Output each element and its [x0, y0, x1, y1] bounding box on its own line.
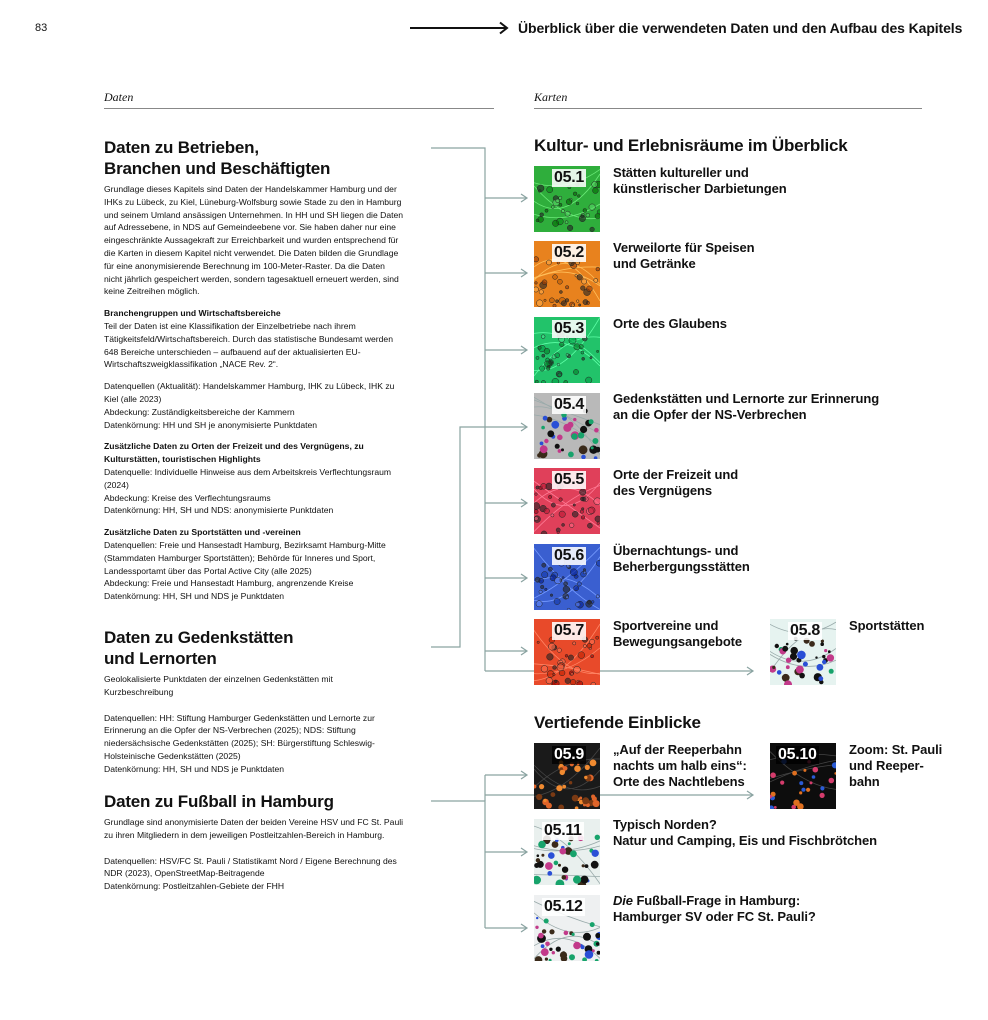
map-thumbnail-05-11[interactable]: [534, 819, 600, 885]
map-title-line: „Auf der Reeperbahn: [613, 742, 742, 757]
map-title-05-10: [849, 742, 942, 790]
map-number: 05.1: [554, 169, 584, 186]
sources-block: [104, 380, 404, 431]
map-title-line: [613, 893, 816, 909]
map-title-05-11: [613, 817, 877, 849]
map-title-line: Zoom: St. Pauli: [849, 742, 943, 757]
map-title-05-8: [849, 618, 924, 634]
map-thumbnail-05-1[interactable]: [534, 166, 600, 232]
map-title-line: künstlerischer Darbietungen: [613, 181, 787, 196]
map-thumbnail-05-8[interactable]: [770, 619, 836, 685]
section-title-line: Branchen und Beschäftigten: [104, 159, 331, 178]
map-title-line: nachts um halb eins“:: [613, 758, 747, 773]
map-title-line: Sportstätten: [849, 618, 925, 633]
grain-text: Datenkörnung: HH, SH und NDS je Punktdaten: [104, 591, 285, 602]
map-title-line: des Vergnügens: [613, 483, 713, 498]
freizeit-block: [104, 440, 404, 517]
right-column-label: Karten: [534, 90, 568, 104]
map-title-05-4: [613, 391, 879, 423]
section-title-line: Daten zu Betrieben,: [104, 138, 259, 157]
map-title-line: und Reeper-: [849, 758, 924, 773]
grain-text: Datenkörnung: HH und SH je anonymisierte Punktdaten: [104, 419, 318, 430]
map-title-line: und Getränke: [613, 256, 696, 271]
sources-text: Datenquellen: HSV/FC St. Pauli / Statistikamt Nord / Eigene Berechnung des NDR (2023), OpenStreetMap-Beitragende: [104, 855, 397, 879]
map-title-line: Gedenkstätten und Lernorte zur Erinnerung: [613, 391, 880, 406]
map-number: 05.10: [778, 746, 817, 763]
coverage-text: Abdeckung: Kreise des Verflechtungsraums: [104, 492, 271, 503]
sport-block: [104, 526, 404, 603]
sources-text: Datenquellen (Aktualität): Handelskammer Hamburg, IHK zu Lübeck, IHK zu Kiel (alle 2023): [104, 381, 395, 404]
sources-block: [104, 712, 404, 776]
map-number: 05.6: [554, 547, 584, 564]
map-title-line: Beherbergungsstätten: [613, 559, 750, 574]
section-title-line: und Lernorten: [104, 649, 217, 668]
grain-text: Datenkörnung: Postleitzahlen-Gebiete der FHH: [104, 881, 285, 892]
overview-section-title: Kultur- und Erlebnisräume im Überblick: [534, 136, 848, 155]
section-body-gedenk: [104, 673, 404, 785]
map-number: 05.5: [554, 471, 584, 488]
section-title-line: Daten zu Gedenkstätten: [104, 628, 294, 647]
map-number: 05.7: [554, 622, 584, 639]
map-thumbnail-05-5[interactable]: [534, 468, 600, 534]
sources-text: Datenquellen: Freie und Hansestadt Hamburg, Bezirksamt Hamburg-Mitte (Stammdaten Hamburger Sportstätten); Behörde für Inneres und Sport, Landessportamt über das Portal Active City (alle 2025): [104, 539, 386, 576]
section-body-fussball: [104, 816, 404, 902]
section-title-gedenk: [104, 627, 434, 669]
subheading: Zusätzliche Daten zu Orten der Freizeit und des Vergnügens, zu Kulturstätten, touristischen Highlights: [104, 441, 364, 465]
map-title-05-6: [613, 543, 750, 575]
map-thumbnail-05-2[interactable]: [534, 241, 600, 307]
map-title-line: Sportvereine und: [613, 618, 719, 633]
subheading: Zusätzliche Daten zu Sportstätten und -vereinen: [104, 527, 301, 538]
map-title-line: Natur und Camping, Eis und Fischbrötchen: [613, 833, 877, 848]
map-title-05-1: [613, 165, 787, 197]
intro-paragraph: Grundlage dieses Kapitels sind Daten der Handelskammer Hamburg und der IHKs zu Lübeck, zu Kiel, Lüneburg-Wolfsburg sowie Stade zu den in Hamburg und seinem Umland ansässigen Unternehmen. In HH und SH liegen die Daten auf Adressebene, in NDS auf Gemeindeebene vor. Sie haben daher nur eine eingeschränkte Aussagekraft zur Erreichbarkeit und wurden entsprechend für die Karten in diesem Kapitel nicht verwendet. Die Daten bilden die Grundlage für eine anonymisierende Berechnung im 100-Meter-Raster. Da die Daten nicht jährlich gespeichert werden, sondern tagesaktuell erneuert werden, sind keine Zeitreihen möglich.: [104, 184, 404, 297]
grain-text: Datenkörnung: HH, SH und NDS je Punktdaten: [104, 763, 285, 774]
map-title-line: Hamburger SV oder FC St. Pauli?: [613, 909, 816, 924]
map-title-05-2: [613, 240, 754, 272]
section-body-betriebe: [104, 183, 404, 612]
map-number: 05.2: [554, 244, 584, 261]
map-title-line: Orte der Freizeit und: [613, 467, 739, 482]
map-title-05-5: [613, 467, 738, 499]
map-thumbnail-05-3[interactable]: [534, 317, 600, 383]
map-title-line: Verweilorte für Speisen: [613, 240, 755, 255]
map-number: 05.8: [790, 622, 820, 639]
left-column-label: Daten: [104, 90, 134, 104]
map-title-line: Typisch Norden?: [613, 817, 717, 832]
sources-block: [104, 855, 404, 893]
subheading: Branchengruppen und Wirtschaftsbereiche: [104, 308, 281, 319]
map-number: 05.4: [554, 396, 584, 413]
page-header-title: Überblick über die verwendeten Daten und den Aufbau des Kapitels: [518, 20, 963, 36]
map-title-05-3: [613, 316, 727, 332]
grain-text: Datenkörnung: HH, SH und NDS: anonymisierte Punktdaten: [104, 505, 334, 516]
map-title-line: an die Opfer der NS-Verbrechen: [613, 407, 807, 422]
map-thumbnail-05-4[interactable]: [534, 393, 600, 459]
deep-section-title: Vertiefende Einblicke: [534, 713, 701, 732]
map-thumbnail-05-10[interactable]: [770, 743, 836, 809]
intro-paragraph: Geolokalisierte Punktdaten der einzelnen Gedenkstätten mit Kurzbeschreibung: [104, 674, 333, 697]
map-title-line: Übernachtungs- und: [613, 543, 739, 558]
section-title-betriebe: [104, 137, 434, 179]
page-number: 83: [35, 22, 48, 34]
coverage-text: Abdeckung: Zuständigkeitsbereiche der Kammern: [104, 406, 295, 417]
map-thumbnail-05-7[interactable]: [534, 619, 600, 685]
map-title-italic: Die: [613, 893, 633, 908]
paragraph: Teil der Daten ist eine Klassifikation der Einzelbetriebe nach ihrem Tätigkeitsfeld/Wirtschaftsbereich. Durch das statistische Bundesamt werden 648 Bereiche unterschieden – aufbauend auf der aktualisierten EU-Wirtschaftszweigklassifikation „NACE Rev. 2“.: [104, 320, 393, 370]
map-title-line: Orte des Glaubens: [613, 316, 727, 331]
map-number: 05.11: [544, 822, 582, 839]
intro-paragraph: Grundlage sind anonymisierte Daten der beiden Vereine HSV und FC St. Pauli zu ihren Mitgliedern in dem jeweiligen Postleitzahlen-Bereich in Hamburg.: [104, 817, 404, 840]
map-thumbnail-05-9[interactable]: [534, 743, 600, 809]
map-title-line: Orte des Nachtlebens: [613, 774, 745, 789]
section-title-fussball: Daten zu Fußball in Hamburg: [104, 792, 334, 811]
map-thumbnail-05-6[interactable]: [534, 544, 600, 610]
map-number: 05.3: [554, 320, 584, 337]
map-thumbnail-05-12[interactable]: [534, 895, 600, 961]
sources-text: Datenquellen: HH: Stiftung Hamburger Gedenkstätten und Lernorte zur Erinnerung an die Opfer der NS-Verbrechen (2025); NDS: Stiftung niedersächsische Gedenkstätten (2025); SH: Bürgerstiftung Schleswig-Holsteinische Gedenkstätten (2025): [104, 712, 375, 761]
map-title-rest: Fußball-Frage in Hamburg:: [632, 893, 801, 908]
map-title-05-12: [613, 893, 816, 925]
coverage-text: Abdeckung: Freie und Hansestadt Hamburg, angrenzende Kreise: [104, 578, 354, 589]
map-title-05-7: [613, 618, 742, 650]
branchen-block: [104, 307, 404, 371]
sources-text: Datenquelle: Individuelle Hinweise aus dem Arbeitskreis Verflechtungsraum (2024): [104, 466, 392, 490]
map-title-line: Bewegungsangebote: [613, 634, 743, 649]
map-title-05-9: [613, 742, 747, 790]
map-title-line: Stätten kultureller und: [613, 165, 749, 180]
map-title-line: bahn: [849, 774, 880, 789]
map-number: 05.12: [544, 898, 583, 915]
map-number: 05.9: [554, 746, 584, 763]
